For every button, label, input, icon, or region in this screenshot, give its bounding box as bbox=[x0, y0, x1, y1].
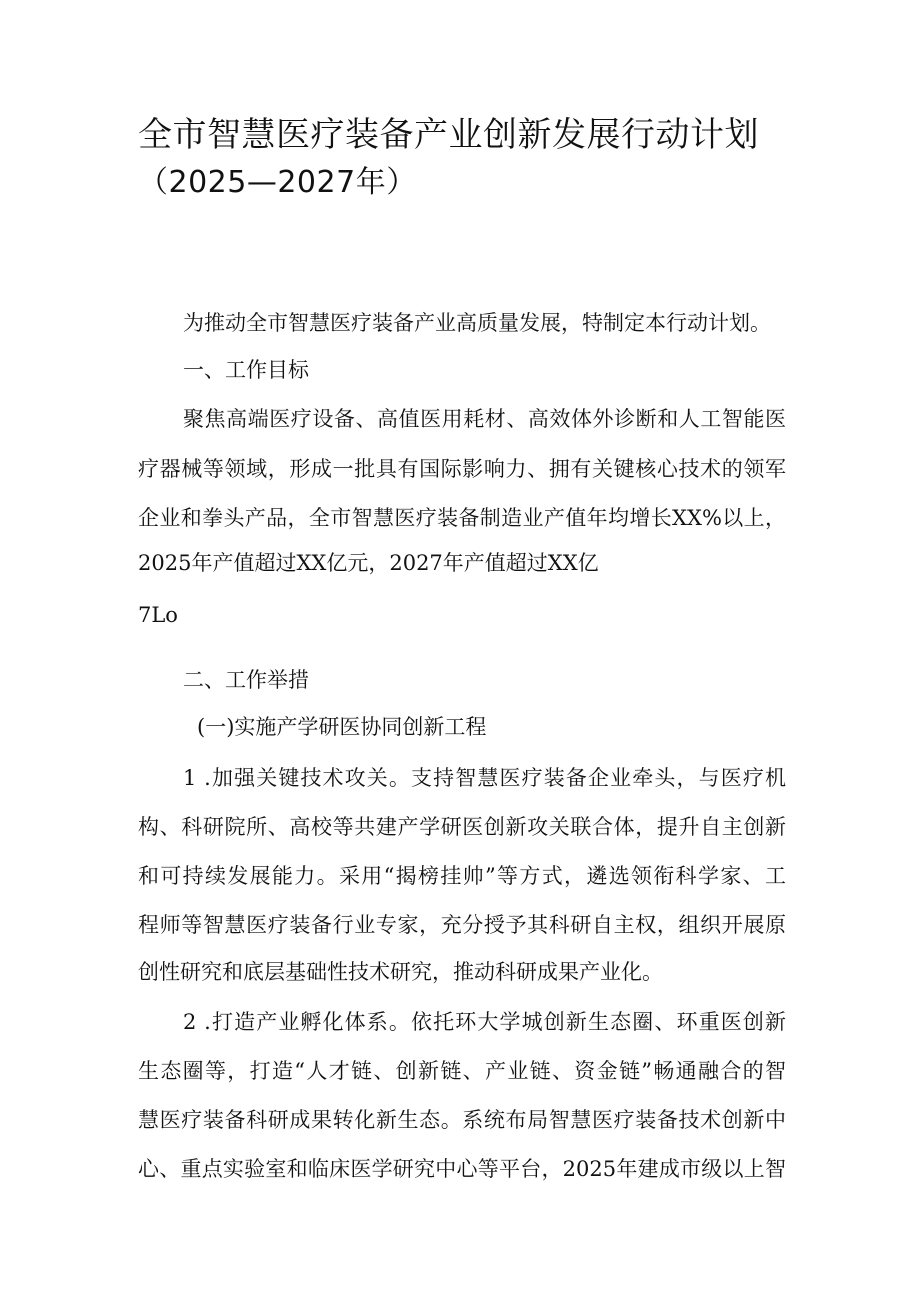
intro-paragraph: 为推动全市智慧医疗装备产业高质量发展，特制定本行动计划。 bbox=[183, 311, 771, 335]
paragraph-line: 2025年产值超过XX亿元，2027年产值超过XX亿 bbox=[138, 551, 599, 575]
paragraph-line: 构、科研院所、高校等共建产学研医创新攻关联合体，提升自主创新 bbox=[138, 815, 786, 839]
paragraph-line: 企业和拳头产品，全市智慧医疗装备制造业产值年均增长XX%以上， bbox=[138, 506, 786, 530]
paragraph-line: 创性研究和底层基础性技术研究，推动科研成果产业化。 bbox=[138, 960, 663, 984]
paragraph-line: 1 .加强关键技术攻关。支持智慧医疗装备企业牵头，与医疗机 bbox=[183, 766, 786, 790]
section-heading-measures: 二、工作举措 bbox=[183, 668, 309, 692]
document-title: 全市智慧医疗装备产业创新发展行动计划 bbox=[138, 115, 759, 155]
paragraph-line: 7Lo bbox=[138, 603, 178, 627]
paragraph-line: 慧医疗装备科研成果转化新生态。系统布局智慧医疗装备技术创新中 bbox=[138, 1108, 786, 1132]
paragraph-line: 聚焦高端医疗设备、高值医用耗材、高效体外诊断和人工智能医 bbox=[183, 407, 786, 431]
document-subtitle-years: （2025—2027年） bbox=[138, 165, 417, 200]
paragraph-line: 程师等智慧医疗装备行业专家，充分授予其科研自主权，组织开展原 bbox=[138, 913, 786, 937]
section-heading-goals: 一、工作目标 bbox=[183, 358, 309, 382]
paragraph-line: 2 .打造产业孵化体系。依托环大学城创新生态圈、环重医创新 bbox=[183, 1010, 786, 1034]
paragraph-line: 心、重点实验室和临床医学研究中心等平台，2025年建成市级以上智 bbox=[138, 1157, 786, 1181]
paragraph-line: 和可持续发展能力。采用“揭榜挂帅”等方式，遴选领衔科学家、工 bbox=[138, 864, 786, 888]
paragraph-line: 生态圈等，打造“人才链、创新链、产业链、资金链”畅通融合的智 bbox=[138, 1059, 786, 1083]
subsection-heading: (一)实施产学研医协同创新工程 bbox=[197, 715, 487, 739]
paragraph-line: 疗器械等领域，形成一批具有国际影响力、拥有关键核心技术的领军 bbox=[138, 457, 786, 481]
